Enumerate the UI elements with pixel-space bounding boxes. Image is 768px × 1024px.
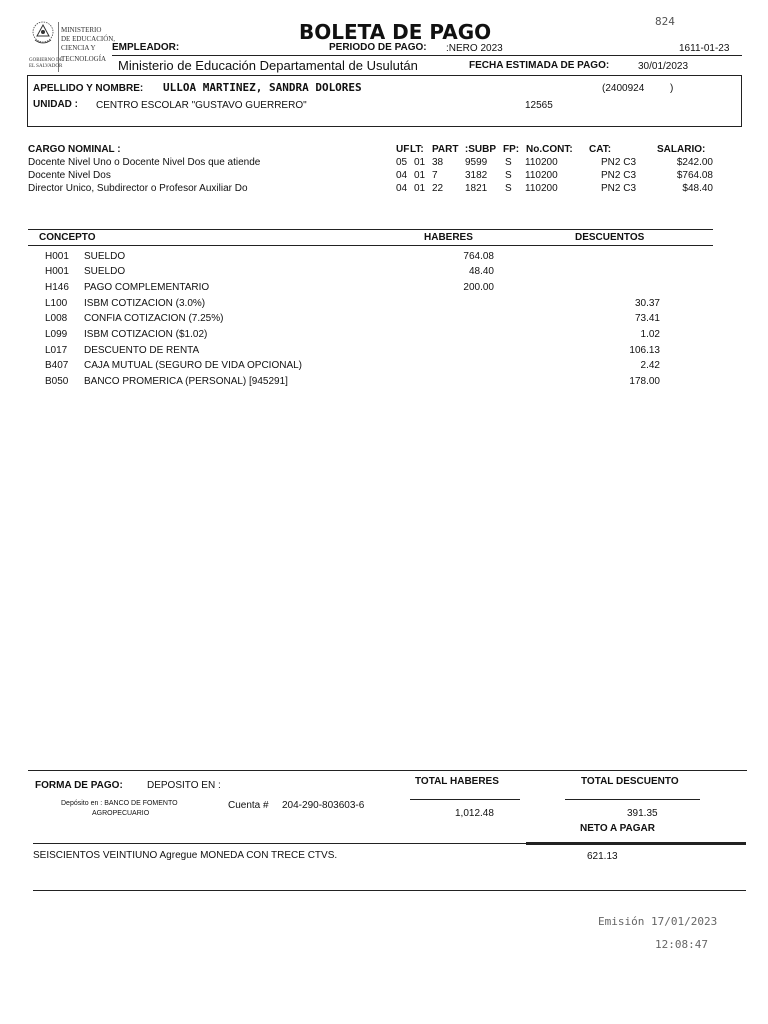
concepto-haber: 200.00 xyxy=(463,282,494,293)
concepto-code: L100 xyxy=(45,298,68,309)
concepto-desc: SUELDO xyxy=(84,251,126,262)
cargo-lt: 01 xyxy=(414,157,426,168)
concepto-haber: 764.08 xyxy=(463,251,494,262)
concepto-code: H001 xyxy=(45,251,69,262)
concepto-code: B407 xyxy=(45,360,69,371)
employer-label: EMPLEADOR: xyxy=(112,42,180,53)
concepto-code: H001 xyxy=(45,266,69,277)
document-number: 824 xyxy=(655,15,675,28)
period-value: :NERO 2023 xyxy=(446,43,503,54)
cargo-subp: 9599 xyxy=(465,157,488,168)
concepto-descuento: 106.13 xyxy=(629,345,660,356)
concepto-desc: ISBM COTIZACION ($1.02) xyxy=(84,329,208,340)
cargo-salario: $764.08 xyxy=(676,170,713,181)
cargo-fp: S xyxy=(505,183,512,194)
cuenta-label: Cuenta # xyxy=(228,800,269,811)
cargo-cont: 110200 xyxy=(525,183,558,194)
deposito-line-2: AGROPECUARIO xyxy=(92,810,150,817)
total-haberes-value: 1,012.48 xyxy=(455,808,494,819)
cat-header: CAT: xyxy=(589,144,612,155)
cargo-name: Director Unico, Subdirector o Profesor Auxiliar Do xyxy=(28,183,248,194)
conceptos-header xyxy=(0,232,768,245)
forma-pago-label: FORMA DE PAGO: xyxy=(35,780,123,791)
concepto-desc: BANCO PROMERICA (PERSONAL) [945291] xyxy=(84,376,288,387)
concepto-row xyxy=(0,313,768,328)
concepto-descuento: 73.41 xyxy=(634,313,660,324)
cargo-salario: $242.00 xyxy=(676,157,713,168)
employee-id-close: ) xyxy=(670,83,674,94)
concepto-descuento: 2.42 xyxy=(640,360,660,371)
concepto-row xyxy=(0,345,768,360)
cargo-lt: 01 xyxy=(414,170,426,181)
cargo-cat: PN2 C3 xyxy=(601,157,637,168)
name-label: APELLIDO Y NOMBRE: xyxy=(33,83,144,94)
concepto-desc: SUELDO xyxy=(84,266,126,277)
concepto-desc: PAGO COMPLEMENTARIO xyxy=(84,282,210,293)
total-haberes-label: TOTAL HABERES xyxy=(415,776,499,787)
cargo-part: 38 xyxy=(432,157,444,168)
emission-time: 12:08:47 xyxy=(655,938,708,951)
deposito-line-1: Depósito en : BANCO DE FOMENTO xyxy=(61,800,178,807)
concepto-desc: CAJA MUTUAL (SEGURO DE VIDA OPCIONAL) xyxy=(84,360,303,371)
total-descuento-value: 391.35 xyxy=(627,808,658,819)
cuenta-value: 204-290-803603-6 xyxy=(282,800,365,811)
concepto-descuento: 1.02 xyxy=(640,329,660,340)
cargo-name: Docente Nivel Dos xyxy=(28,170,111,181)
cargo-cont: 110200 xyxy=(525,157,558,168)
cargo-cont: 110200 xyxy=(525,170,558,181)
cargo-ur: 04 xyxy=(396,183,408,194)
logo-line-2: DE EDUCACIÓN, xyxy=(61,35,116,43)
logo-line-1: MINISTERIO xyxy=(61,26,102,34)
cargo-ur: 05 xyxy=(396,157,408,168)
concepto-code: H146 xyxy=(45,282,69,293)
descuentos-header: DESCUENTOS xyxy=(575,232,645,243)
est-date-label: FECHA ESTIMADA DE PAGO: xyxy=(469,60,610,71)
cargo-salario: $48.40 xyxy=(682,183,713,194)
concepto-code: L017 xyxy=(45,345,68,356)
subp-header: SUBP: xyxy=(464,144,496,155)
gov-line-1: GOBIERNO DE xyxy=(29,58,63,63)
payslip-code: 1611-01-23 xyxy=(679,43,730,54)
concepto-desc: CONFIA COTIZACION (7.25%) xyxy=(84,313,224,324)
concepto-code: L008 xyxy=(45,313,68,324)
cargo-name: Docente Nivel Uno o Docente Nivel Dos que atiende xyxy=(28,157,261,168)
unit-label: UNIDAD : xyxy=(33,99,78,110)
page-title: BOLETA DE PAGO xyxy=(299,20,492,44)
concepto-descuento: 178.00 xyxy=(629,376,660,387)
lt-header: LT: xyxy=(410,144,424,155)
cargo-cat: PN2 C3 xyxy=(601,170,637,181)
cargos-header xyxy=(0,144,768,157)
ur-header: UF xyxy=(396,144,410,155)
cargo-row xyxy=(0,170,768,183)
concepto-code: L099 xyxy=(45,329,68,340)
cargo-row xyxy=(0,157,768,170)
concepto-descuento: 30.37 xyxy=(634,298,660,309)
concepto-desc: ISBM COTIZACION (3.0%) xyxy=(84,298,206,309)
unit-value: CENTRO ESCOLAR "GUSTAVO GUERRERO" xyxy=(96,100,307,111)
est-date-value: 30/01/2023 xyxy=(638,61,689,72)
cargo-part: 22 xyxy=(432,183,444,194)
employer-value: Ministerio de Educación Departamental de Usulután xyxy=(118,58,418,73)
cont-header: No.CONT: xyxy=(526,144,573,155)
neto-pagar-value: 621.13 xyxy=(587,851,618,862)
period-label: PERIODO DE PAGO: xyxy=(329,42,427,53)
cargo-subp: 3182 xyxy=(465,170,488,181)
emission-date: Emisión 17/01/2023 xyxy=(598,915,718,928)
coat-of-arms-icon xyxy=(31,18,55,52)
employee-id: (2400924 xyxy=(602,83,645,94)
concepto-desc: DESCUENTO DE RENTA xyxy=(84,345,200,356)
cargo-part: 7 xyxy=(432,170,438,181)
concepto-header: CONCEPTO xyxy=(39,232,96,243)
concepto-row xyxy=(0,329,768,344)
cargo-lt: 01 xyxy=(414,183,426,194)
concepto-row xyxy=(0,282,768,297)
neto-pagar-label: NETO A PAGAR xyxy=(580,823,656,834)
logo-line-4: TECNOLOGÍA xyxy=(61,55,107,63)
cargo-row xyxy=(0,183,768,196)
unit-code: 12565 xyxy=(525,100,553,111)
cargo-ur: 04 xyxy=(396,170,408,181)
gov-line-2: EL SALVADOR xyxy=(29,64,63,69)
fp-header: FP: xyxy=(503,144,520,155)
concepto-code: B050 xyxy=(45,376,69,387)
total-descuento-label: TOTAL DESCUENTO xyxy=(581,776,679,787)
cargo-fp: S xyxy=(505,170,512,181)
concepto-row xyxy=(0,266,768,281)
forma-pago-value: DEPOSITO EN : xyxy=(147,780,221,791)
employee-name: ULLOA MARTINEZ, SANDRA DOLORES xyxy=(163,81,362,94)
concepto-row xyxy=(0,376,768,391)
cargo-subp: 1821 xyxy=(465,183,488,194)
concepto-row xyxy=(0,360,768,375)
amount-in-words: SEISCIENTOS VEINTIUNO Agregue MONEDA CON TRECE CTVS. xyxy=(33,850,338,861)
part-header: PART xyxy=(432,144,459,155)
concepto-row xyxy=(0,251,768,266)
salario-header: SALARIO: xyxy=(657,144,706,155)
cargo-header: CARGO NOMINAL : xyxy=(28,144,121,155)
logo-line-3: CIENCIA Y xyxy=(61,44,96,52)
concepto-haber: 48.40 xyxy=(468,266,494,277)
cargo-fp: S xyxy=(505,157,512,168)
haberes-header: HABERES xyxy=(424,232,473,243)
cargo-cat: PN2 C3 xyxy=(601,183,637,194)
concepto-row xyxy=(0,298,768,313)
